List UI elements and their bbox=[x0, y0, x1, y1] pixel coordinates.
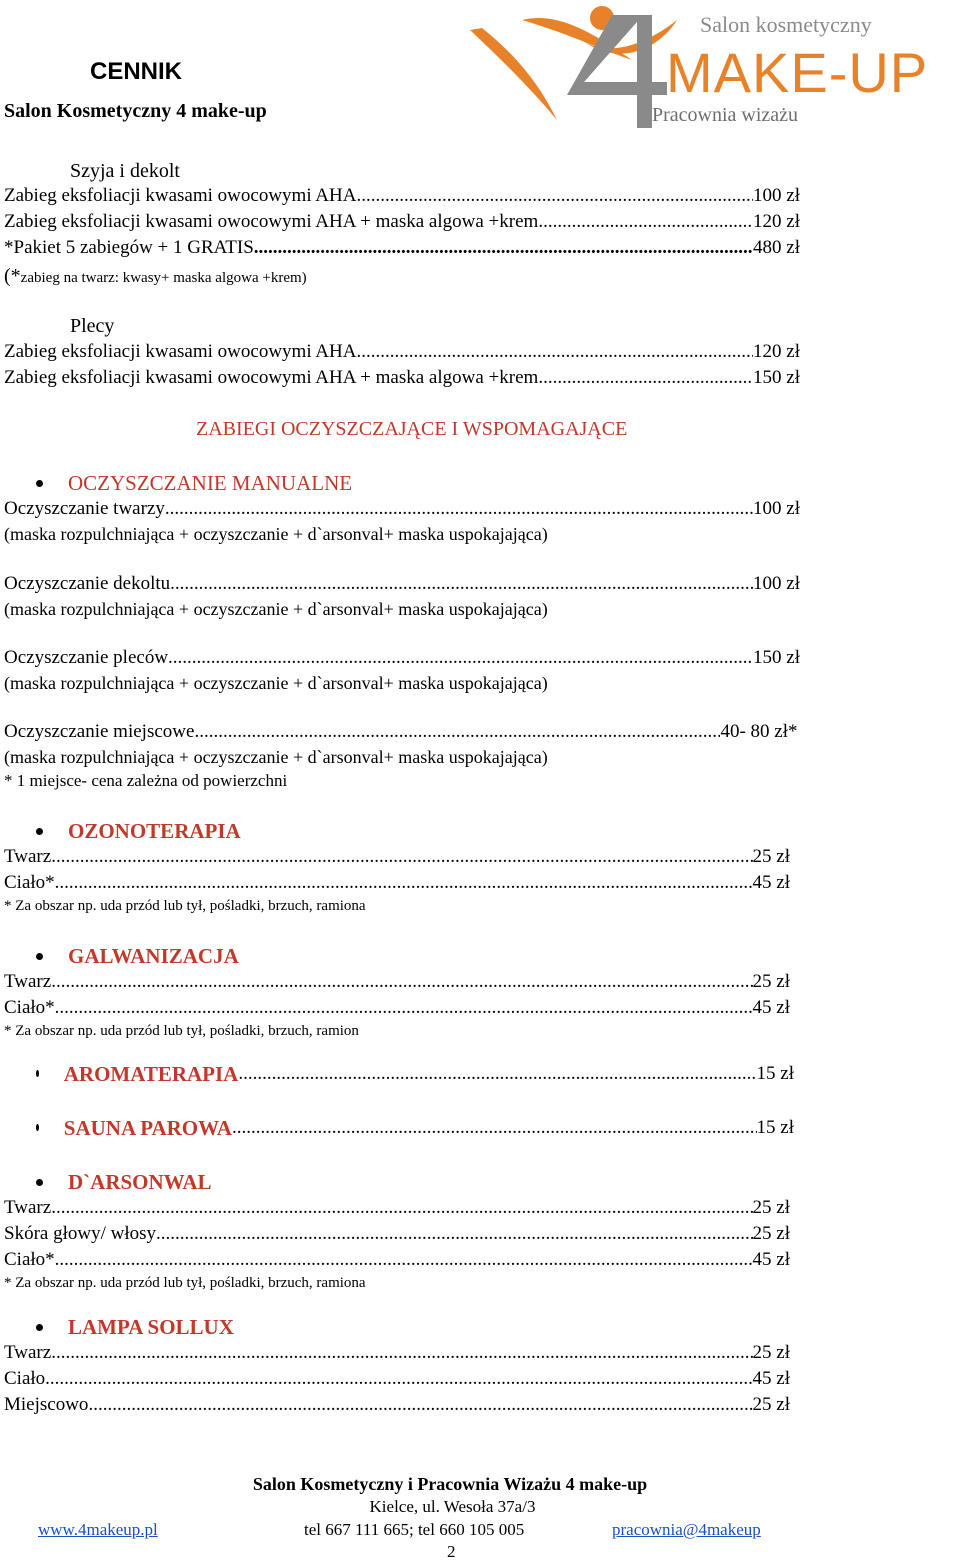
item-label: Miejscowo bbox=[4, 1394, 89, 1415]
price-row bbox=[4, 1197, 790, 1219]
item-price: 25 zł bbox=[752, 1342, 790, 1363]
section-title: ZABIEGI OCZYSZCZAJĄCE I WSPOMAGAJĄCE bbox=[196, 418, 628, 440]
item-label: Zabieg eksfoliacji kwasami owocowymi AHA bbox=[4, 341, 357, 362]
price-row bbox=[4, 647, 800, 669]
item-desc: (maska rozpulchniająca + oczyszczanie + d`arsonval+ maska uspokajająca) bbox=[4, 747, 548, 767]
item-label: Zabieg eksfoliacji kwasami owocowymi AHA + maska algowa +krem bbox=[4, 367, 539, 388]
bullet-icon bbox=[36, 1179, 43, 1186]
heading-text: LAMPA SOLLUX bbox=[68, 1315, 234, 1339]
item-desc: (maska rozpulchniająca + oczyszczanie + d`arsonval+ maska uspokajająca) bbox=[4, 673, 548, 693]
price-row bbox=[4, 237, 800, 259]
item-label: Skóra głowy/ włosy bbox=[4, 1223, 156, 1244]
price-row bbox=[4, 1342, 790, 1364]
logo-line1: Salon kosmetyczny bbox=[700, 12, 872, 37]
item-price: 120 zł bbox=[753, 211, 800, 232]
logo-line3: Pracownia wizażu bbox=[652, 104, 799, 126]
bullet-icon bbox=[36, 828, 43, 835]
heading-text: D`ARSONWAL bbox=[68, 1170, 212, 1194]
aroma-row bbox=[36, 1063, 794, 1085]
item-price: 150 zł bbox=[753, 367, 800, 388]
item-label: Oczyszczanie twarzy bbox=[4, 498, 165, 519]
item-label: Ciało* bbox=[4, 872, 55, 893]
price-row bbox=[4, 1249, 790, 1271]
item-price: 100 zł bbox=[753, 185, 800, 206]
bullet-icon bbox=[36, 1070, 39, 1077]
price-row bbox=[4, 341, 800, 363]
item-desc: (maska rozpulchniająca + oczyszczanie + d`arsonval+ maska uspokajająca) bbox=[4, 524, 548, 544]
item-label: Twarz bbox=[4, 1197, 52, 1218]
page-number: 2 bbox=[447, 1542, 456, 1561]
item-price: 25 zł bbox=[752, 971, 790, 992]
item-label: Ciało bbox=[4, 1368, 46, 1389]
galvan-heading bbox=[36, 944, 239, 968]
footer-address: Kielce, ul. Wesoła 37a/3 bbox=[369, 1497, 536, 1516]
item-label: Twarz bbox=[4, 846, 52, 867]
salon-name: Salon Kosmetyczny 4 make-up bbox=[4, 100, 267, 122]
price-row bbox=[4, 721, 836, 743]
footer-name: Salon Kosmetyczny i Pracownia Wizażu 4 make-up bbox=[252, 1474, 648, 1494]
item-label: Zabieg eksfoliacji kwasami owocowymi AHA bbox=[4, 185, 357, 206]
item-label: Ciało* bbox=[4, 1249, 55, 1270]
sauna-heading: SAUNA PAROWA bbox=[63, 1116, 232, 1140]
price-row bbox=[4, 1394, 790, 1416]
item-label: Twarz bbox=[4, 1342, 52, 1363]
item-price: 150 zł bbox=[753, 647, 800, 668]
heading-text: GALWANIZACJA bbox=[68, 944, 239, 968]
item-label: *Pakiet 5 zabiegów + 1 GRATIS bbox=[4, 237, 254, 258]
sauna-row bbox=[36, 1117, 794, 1139]
item-price: 15 zł bbox=[756, 1117, 794, 1138]
item-price: 45 zł bbox=[752, 997, 790, 1018]
manual-heading bbox=[36, 471, 352, 495]
item-price: 45 zł bbox=[752, 1368, 790, 1389]
item-label: Oczyszczanie miejscowe bbox=[4, 721, 195, 742]
back-heading: Plecy bbox=[70, 315, 115, 337]
item-label: Twarz bbox=[4, 971, 52, 992]
item-price: 25 zł bbox=[752, 1197, 790, 1218]
price-row bbox=[4, 971, 790, 993]
bullet-icon bbox=[36, 1124, 39, 1131]
galvan-note: * Za obszar np. uda przód lub tył, pośladki, brzuch, ramion bbox=[4, 1023, 359, 1039]
item-desc: (maska rozpulchniająca + oczyszczanie + d`arsonval+ maska uspokajająca) bbox=[4, 599, 548, 619]
price-row bbox=[4, 997, 790, 1019]
bullet-icon bbox=[36, 480, 43, 487]
price-row bbox=[4, 498, 800, 520]
page-title: CENNIK bbox=[90, 58, 183, 85]
bullet-icon bbox=[36, 1324, 43, 1331]
note-text: zabieg na twarz: kwasy+ maska algowa +krem) bbox=[20, 270, 307, 286]
item-price: 100 zł bbox=[753, 573, 800, 594]
item-price: 100 zł bbox=[753, 498, 800, 519]
item-price: 480 zł bbox=[753, 237, 800, 258]
bullet-icon bbox=[36, 953, 43, 960]
item-price: 25 zł bbox=[752, 1394, 790, 1415]
heading-text: OZONOTERAPIA bbox=[68, 819, 241, 843]
price-row bbox=[4, 872, 790, 894]
ozone-heading bbox=[36, 819, 241, 843]
price-row bbox=[4, 1368, 790, 1390]
footer-phones: tel 667 111 665; tel 660 105 005 bbox=[304, 1520, 525, 1539]
footer-website-link[interactable]: www.4makeup.pl bbox=[38, 1520, 158, 1539]
darsonval-heading bbox=[36, 1170, 212, 1194]
item-label: Ciało* bbox=[4, 997, 55, 1018]
heading-text: OCZYSZCZANIE MANUALNE bbox=[68, 471, 353, 495]
sollux-heading bbox=[36, 1315, 234, 1339]
item-price: 120 zł bbox=[753, 341, 800, 362]
item-price: 45 zł bbox=[752, 872, 790, 893]
manual-note: * 1 miejsce- cena zależna od powierzchni bbox=[4, 771, 288, 790]
logo-brand: MAKE-UP bbox=[666, 41, 929, 104]
item-price: 25 zł bbox=[752, 1223, 790, 1244]
salon-logo bbox=[462, 0, 960, 140]
darsonval-note: * Za obszar np. uda przód lub tył, pośladki, brzuch, ramiona bbox=[4, 1275, 366, 1291]
item-label: Zabieg eksfoliacji kwasami owocowymi AHA + maska algowa +krem bbox=[4, 211, 539, 232]
price-row bbox=[4, 573, 800, 595]
item-price: 40- 80 zł* bbox=[720, 721, 798, 742]
item-label: Oczyszczanie pleców bbox=[4, 647, 169, 668]
item-price: 25 zł bbox=[752, 846, 790, 867]
item-label: Oczyszczanie dekoltu bbox=[4, 573, 171, 594]
neck-note bbox=[4, 265, 307, 288]
price-row bbox=[4, 211, 800, 233]
note-prefix: (* bbox=[4, 265, 21, 287]
price-row bbox=[4, 846, 790, 868]
neck-heading: Szyja i dekolt bbox=[70, 160, 180, 182]
item-price: 15 zł bbox=[756, 1063, 794, 1084]
price-row bbox=[4, 185, 800, 207]
ozone-note: * Za obszar np. uda przód lub tył, pośladki, brzuch, ramiona bbox=[4, 898, 366, 914]
item-price: 45 zł bbox=[752, 1249, 790, 1270]
footer-email-link[interactable]: pracownia@4makeup bbox=[612, 1520, 761, 1539]
price-row bbox=[4, 1223, 790, 1245]
aroma-heading: AROMATERAPIA bbox=[63, 1062, 239, 1086]
price-row bbox=[4, 367, 800, 389]
